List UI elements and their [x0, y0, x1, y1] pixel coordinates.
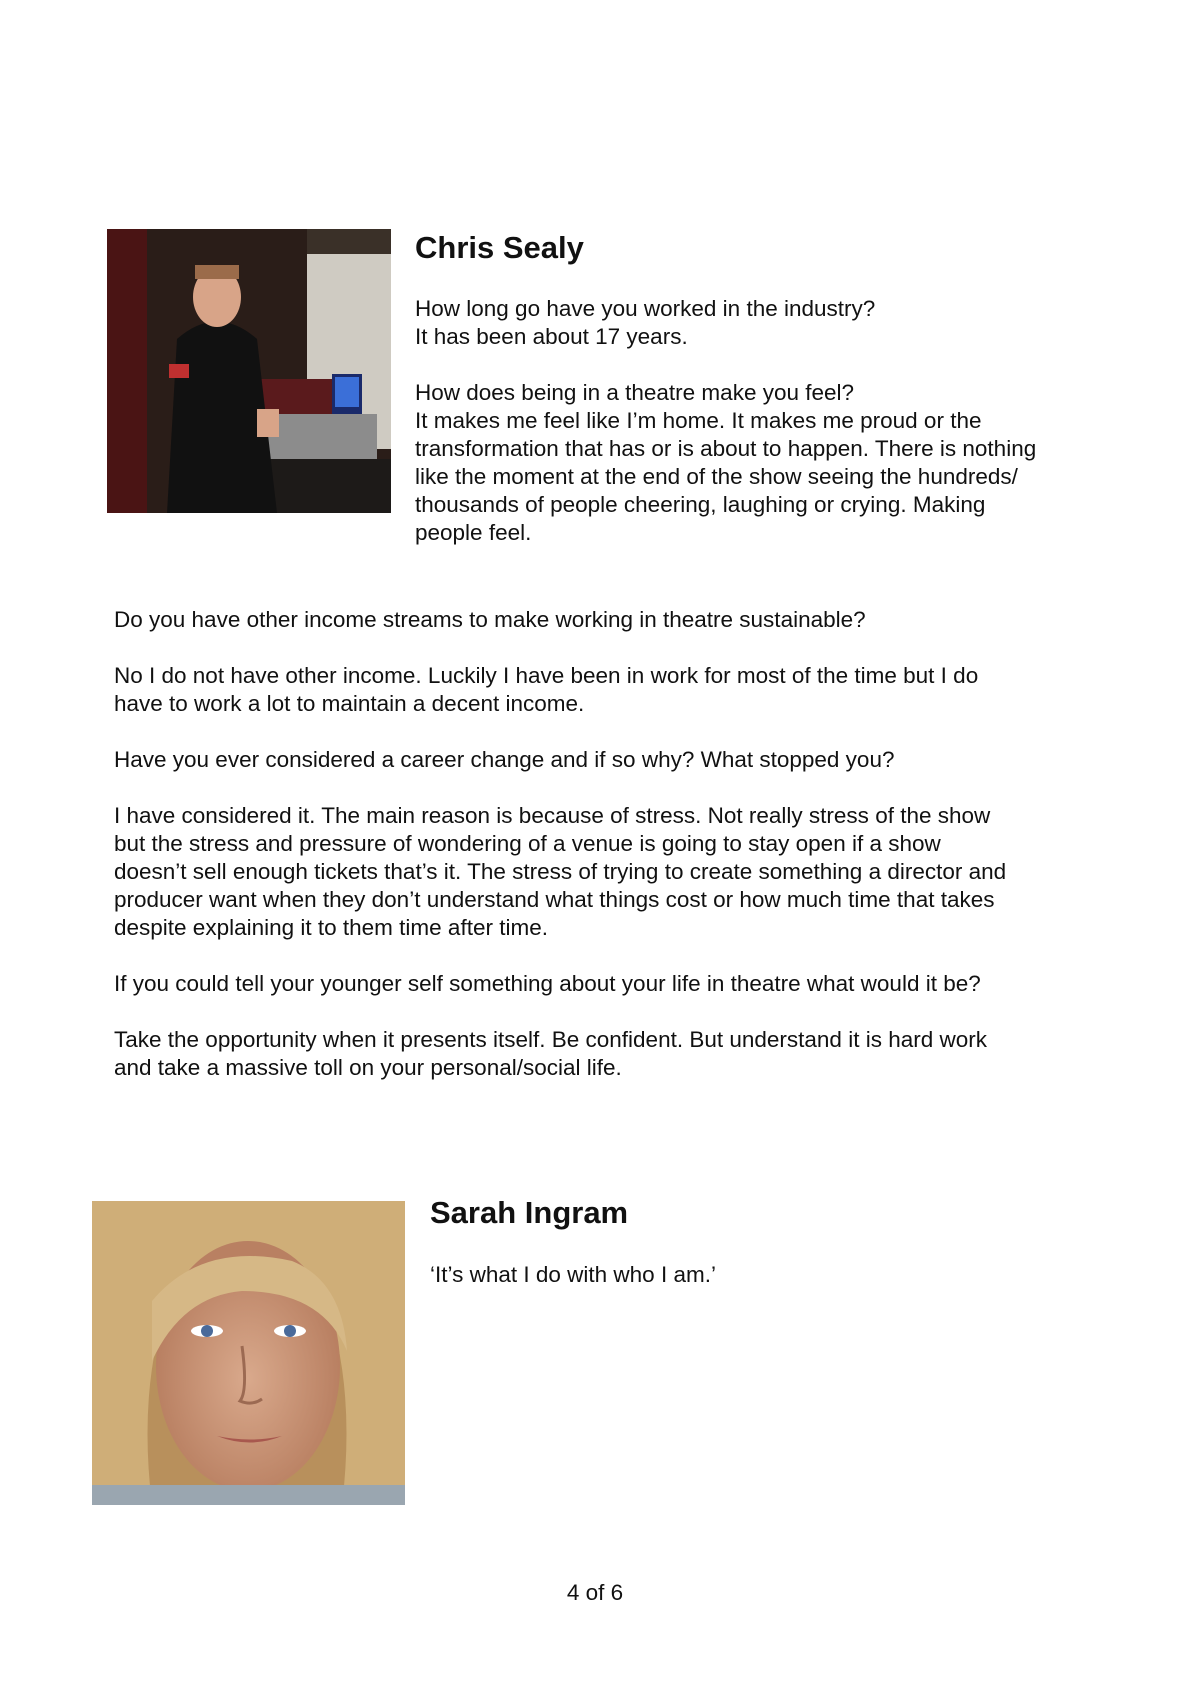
question: If you could tell your younger self something about your life in theatre what would it be? — [114, 971, 981, 996]
answer: I have considered it. The main reason is because of stress. Not really stress of the show but the stress and pressure of wondering of a venue is going to stay open if a show doesn’t sell enough tickets that’s it. The stress of trying to create something a director and producer want when they don’t understand what things cost or how much time that takes despite explaining it to them time after time. — [114, 803, 1007, 940]
question: How does being in a theatre make you feel? — [415, 380, 855, 405]
sarah-ingram-photo — [92, 1201, 405, 1505]
question: Do you have other income streams to make working in theatre sustainable? — [114, 607, 866, 632]
page-number: 4 of 6 — [566, 1580, 624, 1605]
answer: No I do not have other income. Luckily I have been in work for most of the time but I do have to work a lot to maintain a decent income. — [114, 663, 979, 716]
answer: Take the opportunity when it presents itself. Be confident. But understand it is hard work and take a massive toll on your personal/social life. — [114, 1027, 987, 1080]
question: How long go have you worked in the industry? — [415, 296, 876, 321]
answer: It makes me feel like I’m home. It makes me proud or the transformation that has or is about to happen. There is nothing like the moment at the end of the show seeing the hundreds/ thousands of people cheering, laughing or crying. Making people feel. — [415, 408, 1037, 545]
question: Have you ever considered a career change and if so why? What stopped you? — [114, 747, 895, 772]
answer: It has been about 17 years. — [415, 324, 688, 349]
quote: ‘It’s what I do with who I am.’ — [430, 1262, 716, 1287]
chris-sealy-name: Chris Sealy — [415, 230, 584, 265]
chris-sealy-photo — [107, 229, 391, 513]
sarah-ingram-name: Sarah Ingram — [430, 1195, 629, 1230]
